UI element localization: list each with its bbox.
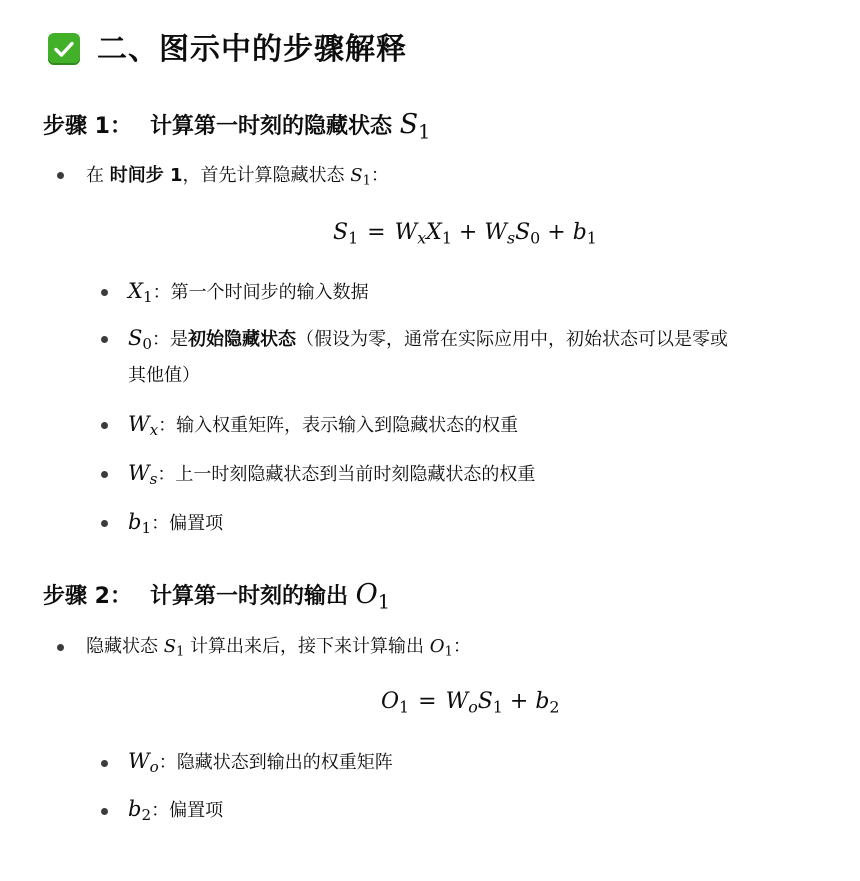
list-item-b1: $b_1$：偏置项 (128, 510, 224, 538)
step1-heading-text: 计算第一时刻的隐藏状态 (149, 114, 392, 139)
list-item-s0: $S_0$：是初始隐藏状态（假设为零，通常在实际应用中，初始状态可以是零或 (128, 326, 729, 354)
step2-heading-text: 计算第一时刻的输出 (149, 584, 348, 609)
bullet (101, 520, 108, 527)
step1-heading-label: 步骤 1： (43, 114, 132, 139)
step2-intro: 隐藏状态 $S_1$ 计算出来后，接下来计算输出 $O_1$： (86, 636, 471, 660)
step1-heading (43, 108, 431, 144)
list-item-ws: $W_s$：上一时刻隐藏状态到当前时刻隐藏状态的权重 (128, 461, 536, 489)
bullet (101, 760, 108, 767)
list-item-x1: $X_1$：第一个时间步的输入数据 (128, 279, 369, 307)
step1-intro: 在 时间步 1，首先计算隐藏状态 $S_1$： (86, 165, 389, 189)
list-item-s0-continued: 其他值） (128, 365, 200, 386)
bullet (101, 808, 108, 815)
bullet (57, 644, 64, 651)
formula-o1: $O_1 = W_oS_1 + b_2$ (381, 689, 560, 717)
bullet (57, 172, 64, 179)
bullet (101, 336, 108, 343)
bullet (101, 471, 108, 478)
bullet (101, 289, 108, 296)
list-item-wo: $W_o$：隐藏状态到输出的权重矩阵 (128, 749, 393, 777)
check-mark-button-icon (48, 33, 80, 65)
step2-heading-math: $O_1$ (355, 579, 391, 614)
formula-s1: $S_1 = W_xX_1 + W_sS_0 + b_1$ (333, 220, 597, 248)
step2-heading (43, 578, 390, 614)
list-item-wx: $W_x$：输入权重矩阵，表示输入到隐藏状态的权重 (128, 412, 519, 440)
section-title: 二、图示中的步骤解释 (97, 32, 407, 67)
step1-heading-math: $S_1$ (399, 109, 431, 144)
step2-heading-label: 步骤 2： (43, 584, 132, 609)
bullet (101, 422, 108, 429)
list-item-b2: $b_2$：偏置项 (128, 797, 224, 825)
